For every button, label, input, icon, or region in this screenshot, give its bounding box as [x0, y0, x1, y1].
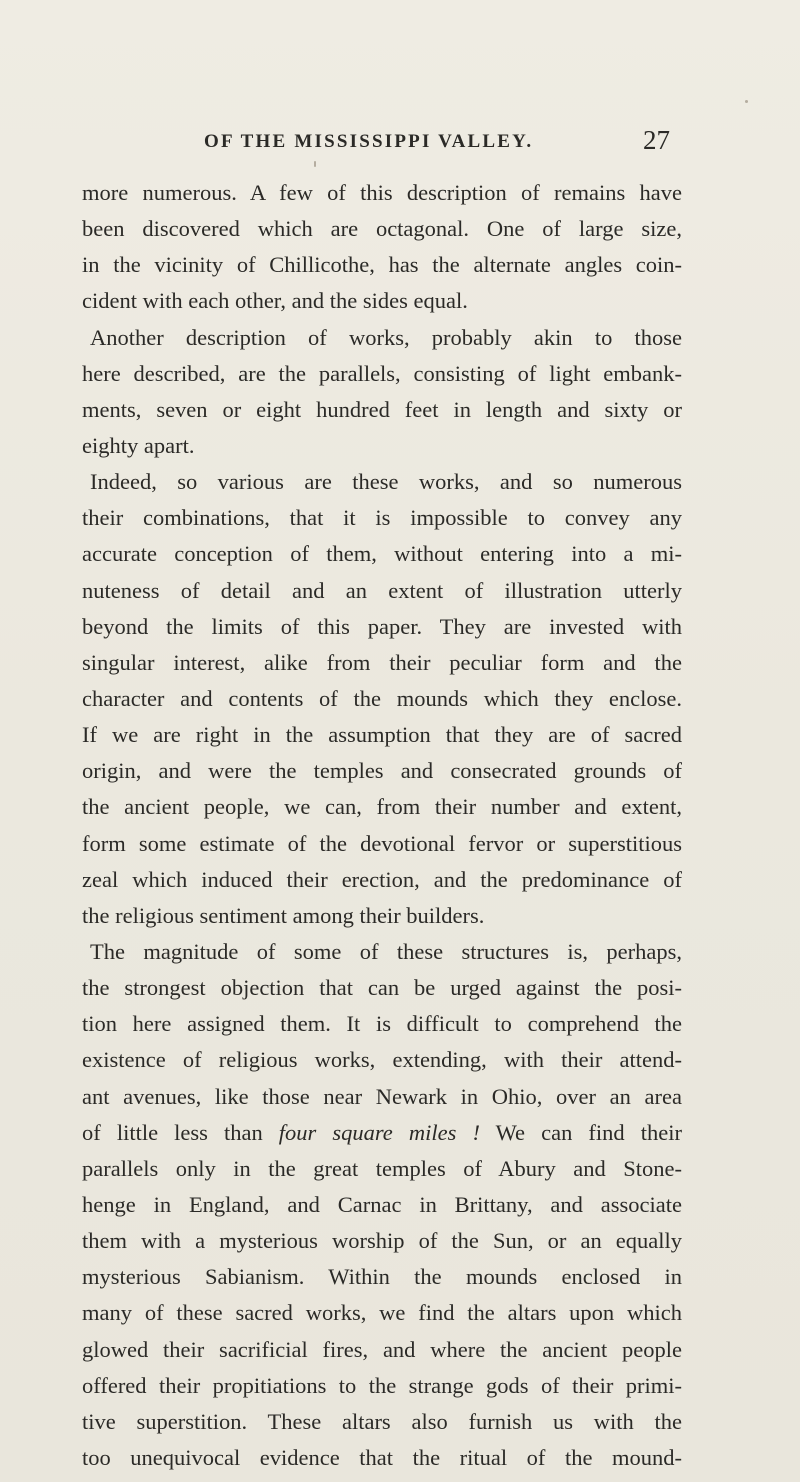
- text-line-31: mysterious Sabianism. Within the mounds enclosed in: [82, 1264, 682, 1290]
- text-line-17: origin, and were the temples and consecrated grounds of: [82, 758, 682, 784]
- text-line-14: singular interest, alike from their peculiar form and the: [82, 649, 682, 675]
- text-line-21: the religious sentiment among their builders.: [82, 902, 485, 928]
- text-line-24: tion here assigned them. It is difficult to comprehend the: [82, 1011, 682, 1037]
- text-line-1: more numerous. A few of this description of remains have: [82, 180, 682, 205]
- text-line-29: henge in England, and Carnac in Brittany, and associate: [82, 1191, 682, 1217]
- text-line-12: nuteness of detail and an extent of illustration utterly: [82, 577, 682, 603]
- italic-phrase: four square miles !: [278, 1119, 480, 1145]
- text-line-35: tive superstition. These altars also furnish us with the: [82, 1408, 682, 1434]
- text-line-16: If we are right in the assumption that they are of sacred: [82, 722, 682, 748]
- text-line-7: ments, seven or eight hundred feet in length and sixty or: [82, 396, 682, 422]
- text-line-11: accurate conception of them, without entering into a mi-: [82, 541, 682, 567]
- text-line-9: Indeed, so various are these works, and so numerous: [90, 469, 682, 495]
- paper-speck: [745, 100, 748, 103]
- text-line-10: their combinations, that it is impossible to convey any: [82, 505, 682, 531]
- line-27-after: We can find their: [479, 1119, 682, 1145]
- text-line-33: glowed their sacrificial fires, and where the ancient people: [82, 1336, 682, 1362]
- text-line-3: in the vicinity of Chillicothe, has the alternate angles coin-: [82, 252, 682, 278]
- page-number: 27: [643, 125, 670, 155]
- text-line-36: too unequivocal evidence that the ritual of the mound-: [82, 1444, 682, 1470]
- text-line-5: Another description of works, probably akin to those: [90, 324, 682, 350]
- text-line-4: cident with each other, and the sides equal.: [82, 288, 468, 314]
- text-line-28: parallels only in the great temples of Abury and Stone-: [82, 1155, 682, 1181]
- text-line-19: form some estimate of the devotional fervor or superstitious: [82, 830, 682, 856]
- text-line-34: offered their propitiations to the strange gods of their primi-: [82, 1372, 682, 1398]
- running-head: OF THE MISSISSIPPI VALLEY.: [204, 131, 534, 152]
- page-header: [0, 127, 800, 167]
- text-line-30: them with a mysterious worship of the Sun, or an equally: [82, 1228, 682, 1254]
- text-line-8: eighty apart.: [82, 432, 195, 458]
- text-line-25: existence of religious works, extending, with their attend-: [82, 1047, 682, 1073]
- text-line-32: many of these sacred works, we find the altars upon which: [82, 1300, 682, 1326]
- text-line-2: been discovered which are octagonal. One of large size,: [82, 216, 682, 242]
- text-line-15: character and contents of the mounds which they enclose.: [82, 685, 682, 711]
- line-27-before: of little less than: [82, 1119, 279, 1145]
- text-line-23: the strongest objection that can be urged against the posi-: [82, 975, 682, 1001]
- text-line-26: ant avenues, like those near Newark in Ohio, over an area: [82, 1083, 682, 1109]
- text-line-18: the ancient people, we can, from their number and extent,: [82, 794, 682, 820]
- text-line-13: beyond the limits of this paper. They are invested with: [82, 613, 682, 639]
- text-line-6: here described, are the parallels, consisting of light embank-: [82, 360, 682, 386]
- text-line-20: zeal which induced their erection, and the predominance of: [82, 866, 682, 892]
- body-text: [82, 175, 682, 1476]
- text-line-22: The magnitude of some of these structures is, perhaps,: [90, 938, 682, 964]
- text-line-27: [82, 1115, 682, 1151]
- paper-speck: [314, 161, 316, 167]
